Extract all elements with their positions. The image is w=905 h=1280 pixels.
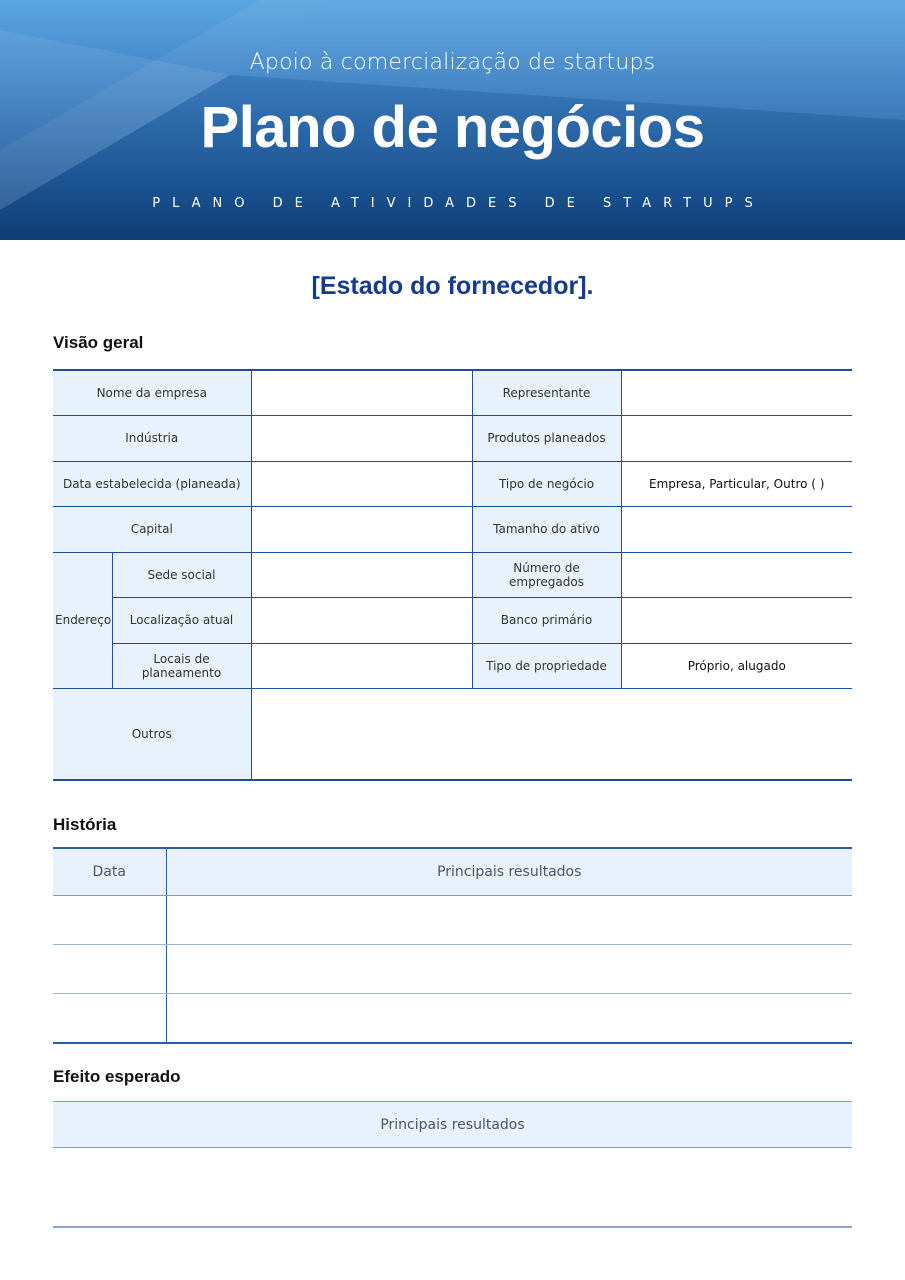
representative-label: Representante bbox=[472, 370, 621, 415]
established-date-label: Data estabelecida (planeada) bbox=[53, 461, 251, 506]
established-date-field[interactable] bbox=[251, 461, 472, 506]
table-row bbox=[53, 994, 852, 1044]
head-office-label: Sede social bbox=[112, 552, 251, 597]
expected-effect-table bbox=[53, 1101, 852, 1228]
overview-row bbox=[53, 597, 852, 643]
current-location-field[interactable] bbox=[251, 597, 472, 643]
employees-field[interactable] bbox=[621, 552, 852, 597]
table-row bbox=[53, 896, 852, 945]
address-label: Endereço bbox=[53, 552, 112, 688]
history-date-cell[interactable] bbox=[53, 994, 166, 1044]
history-results-header: Principais resultados bbox=[166, 848, 852, 896]
table-row bbox=[53, 945, 852, 994]
employees-label: Número de empregados bbox=[472, 552, 621, 597]
industry-label: Indústria bbox=[53, 415, 251, 461]
history-header-row bbox=[53, 848, 852, 896]
others-label: Outros bbox=[53, 688, 251, 780]
history-date-cell[interactable] bbox=[53, 945, 166, 994]
business-type-label: Tipo de negócio bbox=[472, 461, 621, 506]
asset-size-field[interactable] bbox=[621, 506, 852, 552]
history-results-cell[interactable] bbox=[166, 994, 852, 1044]
asset-size-label: Tamanho do ativo bbox=[472, 506, 621, 552]
table-row bbox=[53, 1148, 852, 1228]
primary-bank-label: Banco primário bbox=[472, 597, 621, 643]
header-tagline: PLANO DE ATIVIDADES DE STARTUPS bbox=[152, 196, 765, 211]
overview-row bbox=[53, 688, 852, 780]
industry-field[interactable] bbox=[251, 415, 472, 461]
overview-section-title: Visão geral bbox=[53, 333, 144, 352]
capital-label: Capital bbox=[53, 506, 251, 552]
expected-results-cell[interactable] bbox=[53, 1148, 852, 1228]
history-results-cell[interactable] bbox=[166, 896, 852, 945]
history-section-title: História bbox=[53, 815, 117, 834]
header-title: Plano de negócios bbox=[200, 95, 705, 160]
history-table bbox=[53, 847, 852, 1044]
capital-field[interactable] bbox=[251, 506, 472, 552]
primary-bank-field[interactable] bbox=[621, 597, 852, 643]
expected-results-header: Principais resultados bbox=[53, 1102, 852, 1148]
company-name-label: Nome da empresa bbox=[53, 370, 251, 415]
overview-row bbox=[53, 552, 852, 597]
history-results-cell[interactable] bbox=[166, 945, 852, 994]
history-date-cell[interactable] bbox=[53, 896, 166, 945]
overview-row bbox=[53, 643, 852, 688]
overview-row bbox=[53, 370, 852, 415]
company-name-field[interactable] bbox=[251, 370, 472, 415]
current-location-label: Localização atual bbox=[112, 597, 251, 643]
representative-field[interactable] bbox=[621, 370, 852, 415]
planning-locations-label: Locais de planeamento bbox=[112, 643, 251, 688]
property-type-label: Tipo de propriedade bbox=[472, 643, 621, 688]
head-office-field[interactable] bbox=[251, 552, 472, 597]
history-date-header: Data bbox=[53, 848, 166, 896]
header-banner bbox=[0, 0, 905, 240]
planning-locations-field[interactable] bbox=[251, 643, 472, 688]
planned-products-field[interactable] bbox=[621, 415, 852, 461]
others-field[interactable] bbox=[251, 688, 852, 780]
overview-table bbox=[53, 369, 852, 781]
overview-row bbox=[53, 415, 852, 461]
header-subtitle: Apoio à comercialização de startups bbox=[249, 50, 656, 75]
overview-row bbox=[53, 461, 852, 506]
expected-header-row bbox=[53, 1102, 852, 1148]
property-type-field[interactable]: Próprio, alugado bbox=[621, 643, 852, 688]
business-type-field[interactable]: Empresa, Particular, Outro ( ) bbox=[621, 461, 852, 506]
planned-products-label: Produtos planeados bbox=[472, 415, 621, 461]
document-heading: [Estado do fornecedor]. bbox=[311, 272, 594, 300]
overview-row bbox=[53, 506, 852, 552]
expected-effect-section-title: Efeito esperado bbox=[53, 1067, 181, 1086]
